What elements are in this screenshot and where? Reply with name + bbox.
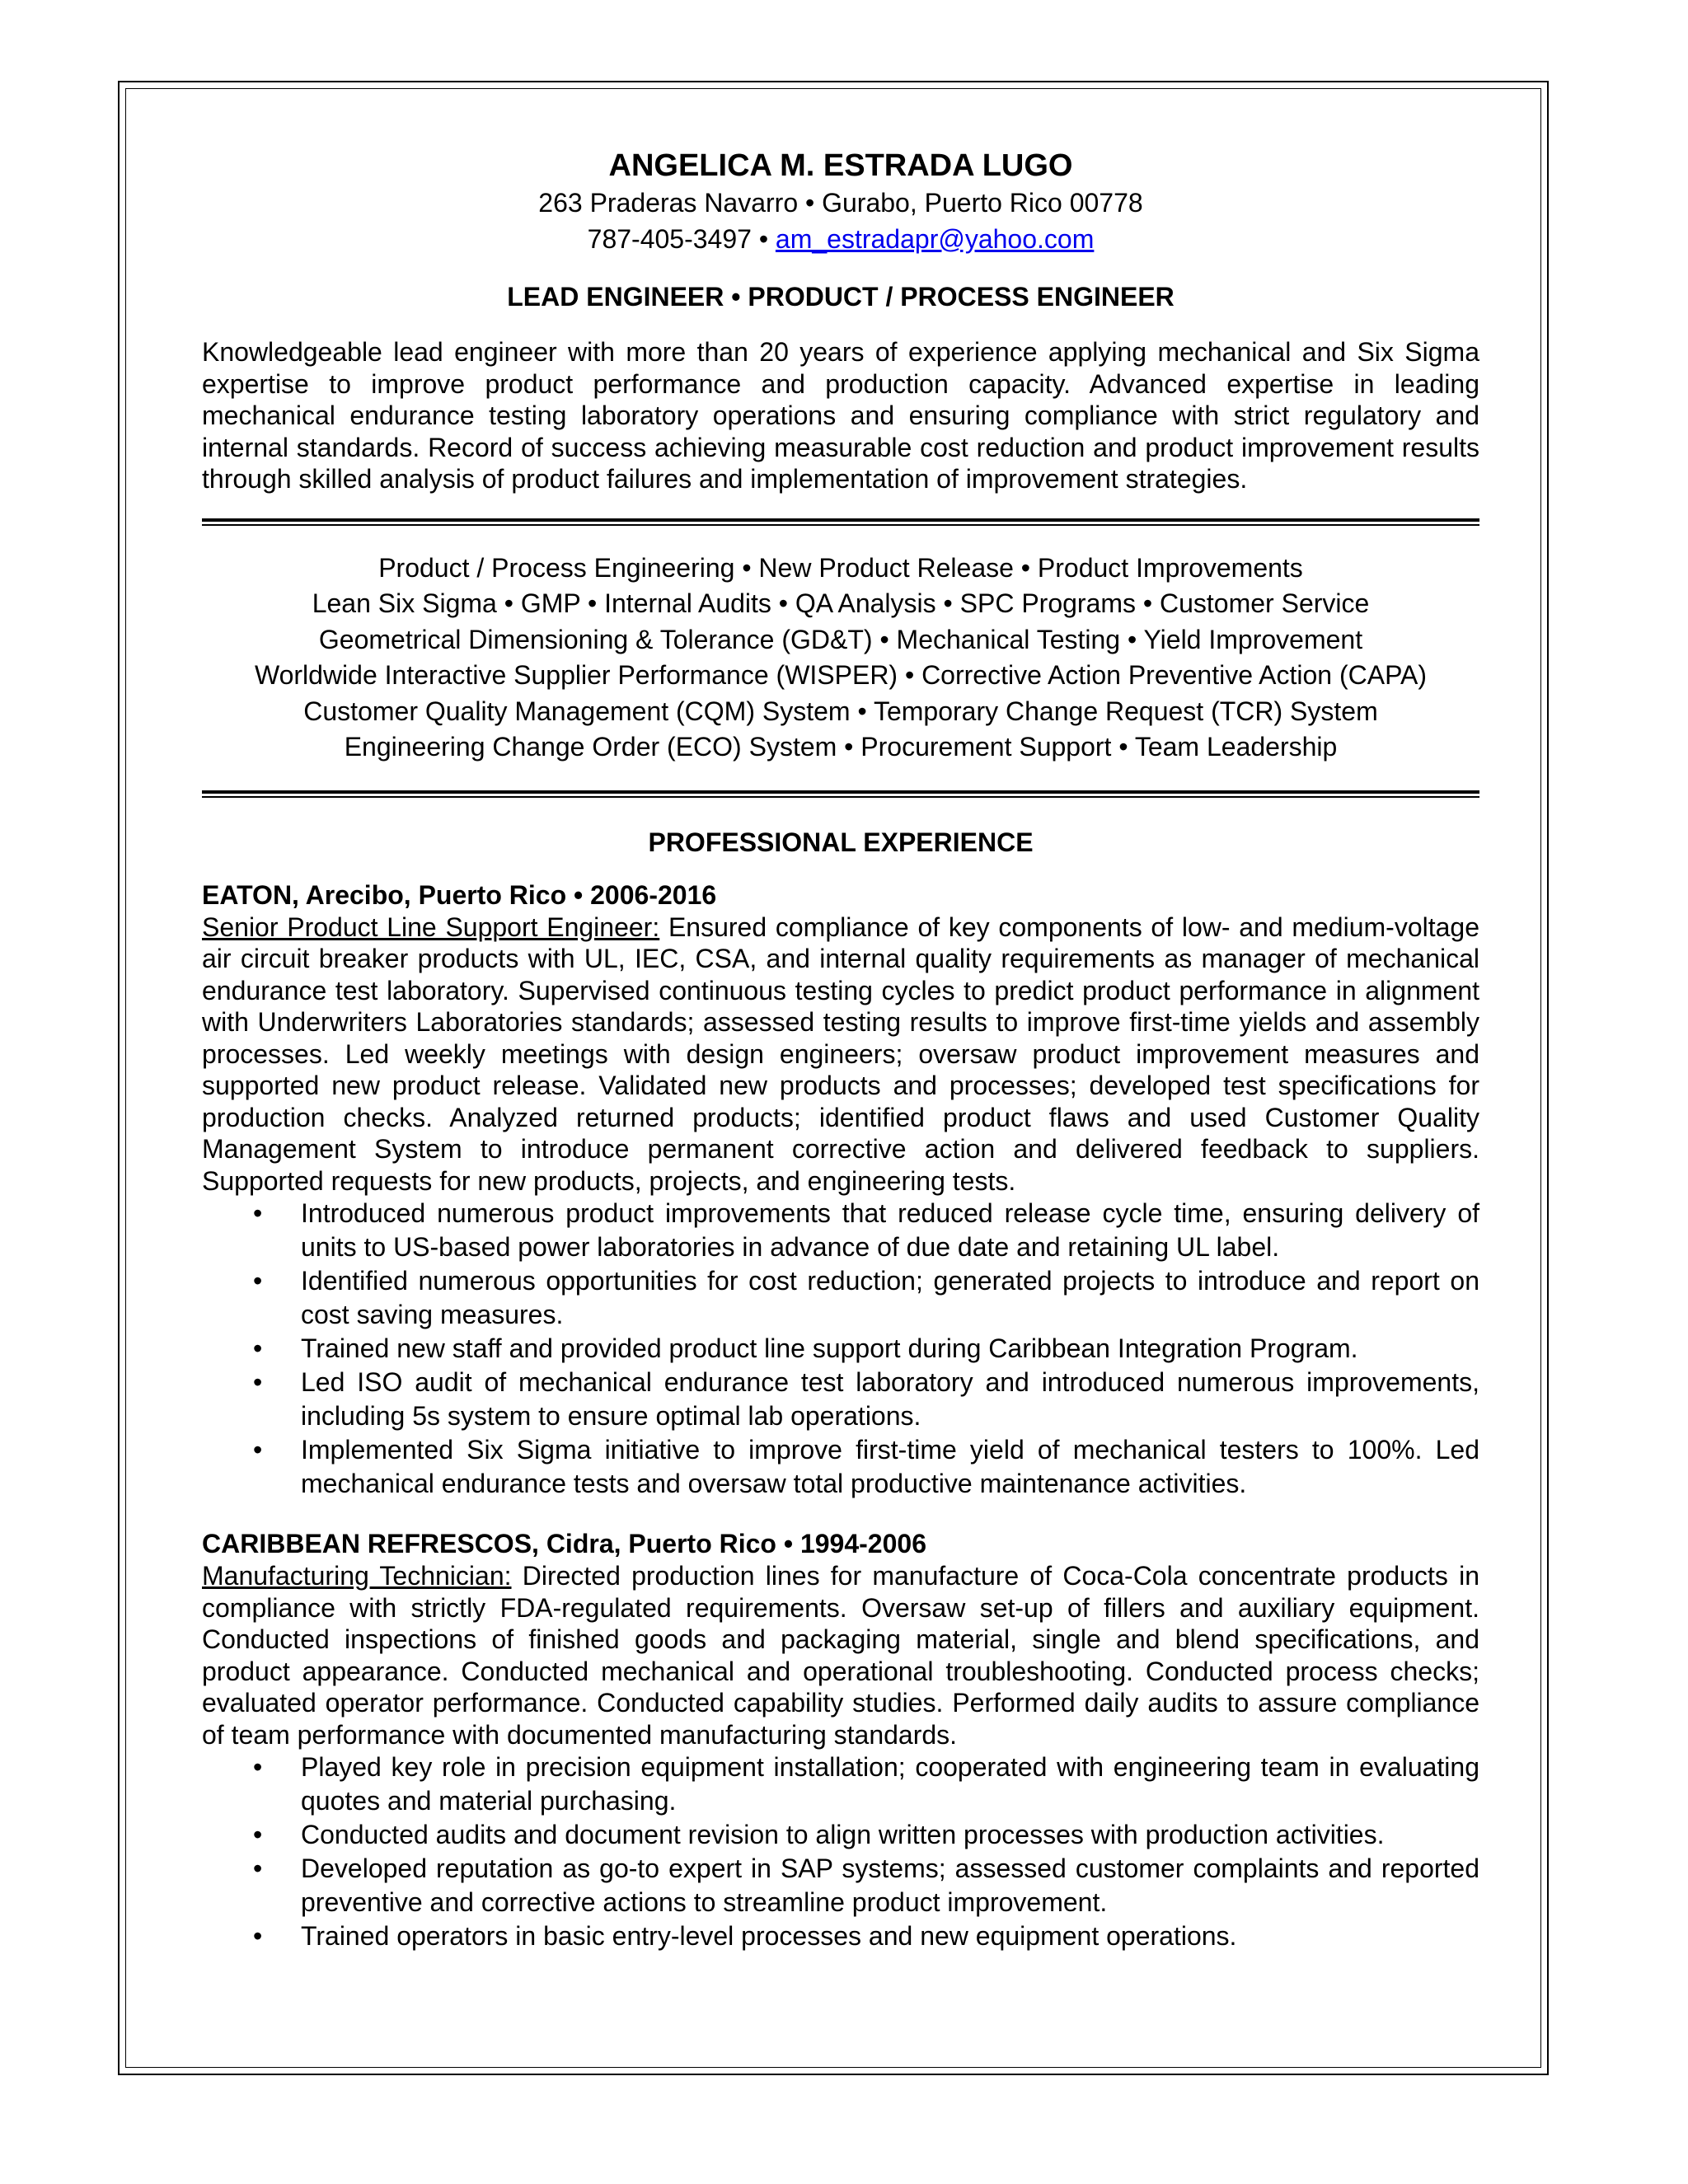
candidate-name: ANGELICA M. ESTRADA LUGO xyxy=(608,148,1073,183)
list-item xyxy=(202,1264,1479,1332)
bullet-icon: • xyxy=(253,1854,263,1883)
contact-line xyxy=(202,221,1479,257)
skills-line: Geometrical Dimensioning & Tolerance (GD&T) • Mechanical Testing • Yield Improvement xyxy=(318,624,1363,654)
bullet-icon: • xyxy=(253,1333,263,1363)
job-bullets xyxy=(202,1197,1479,1501)
skills-line: Customer Quality Management (CQM) System • Temporary Change Request (TCR) System xyxy=(303,696,1378,726)
section-divider xyxy=(202,518,1479,526)
job-role: Senior Product Line Support Engineer: xyxy=(202,912,660,942)
bullet-text: Trained operators in basic entry-level processes and new equipment operations. xyxy=(301,1921,1237,1951)
list-item xyxy=(202,1852,1479,1919)
headline: LEAD ENGINEER • PRODUCT / PROCESS ENGINEER xyxy=(507,282,1175,312)
job-description xyxy=(202,1560,1479,1750)
skills-line: Engineering Change Order (ECO) System • Procurement Support • Team Leadership xyxy=(344,732,1338,762)
job-company: CARIBBEAN REFRESCOS, Cidra, Puerto Rico • 1994-2006 xyxy=(202,1529,926,1558)
list-item xyxy=(202,1332,1479,1366)
email-link[interactable]: am_estradapr@yahoo.com xyxy=(775,224,1095,254)
bullet-icon: • xyxy=(253,1752,263,1782)
list-item xyxy=(202,1919,1479,1953)
list-item xyxy=(202,1197,1479,1264)
bullet-text: Trained new staff and provided product line support during Caribbean Integration Program. xyxy=(301,1333,1358,1363)
experience-heading: PROFESSIONAL EXPERIENCE xyxy=(648,827,1034,857)
bullet-icon: • xyxy=(253,1367,263,1397)
bullet-text: Implemented Six Sigma initiative to improve first-time yield of mechanical testers to 100%. Led mechanical endurance tests and oversaw total productive maintenance activities. xyxy=(301,1435,1479,1498)
bullet-icon: • xyxy=(253,1435,263,1465)
list-item xyxy=(202,1818,1479,1852)
bullet-icon: • xyxy=(253,1198,263,1228)
bullet-text: Conducted audits and document revision to align written processes with production activities. xyxy=(301,1820,1385,1849)
bullet-icon: • xyxy=(253,1266,263,1296)
bullet-text: Led ISO audit of mechanical endurance test laboratory and introduced numerous improvements, including 5s system to ensure optimal lab operations. xyxy=(301,1367,1479,1431)
address-line: 263 Praderas Navarro • Gurabo, Puerto Rico 00778 xyxy=(538,188,1143,218)
skills-line: Product / Process Engineering • New Product Release • Product Improvements xyxy=(378,552,1303,583)
bullet-text: Played key role in precision equipment installation; cooperated with engineering team in evaluating quotes and material purchasing. xyxy=(301,1752,1479,1816)
list-item xyxy=(202,1433,1479,1501)
job-description-text: Directed production lines for manufacture of Coca-Cola concentrate products in compliance with strictly FDA-regulated requirements. Oversaw set-up of fillers and auxiliary equipment. Conducted inspections of finished goods and packaging material, single and blend specifications, and product appearance. Conducted mechanical and operational troubleshooting. Conducted process checks; evaluated operator performance. Conducted capability studies. Performed daily audits to assure compliance of team performance with documented manufacturing standards. xyxy=(202,1561,1480,1750)
job-description xyxy=(202,912,1479,1197)
summary-paragraph: Knowledgeable lead engineer with more than 20 years of experience applying mechanical and Six Sigma expertise to improve product performance and production capacity. Advanced expertise in leading mechanical endurance testing laboratory operations and ensuring compliance with strict regulatory and internal standards. Record of success achieving measurable cost reduction and product improvement results through skilled analysis of product failures and implementation of improvement strategies. xyxy=(202,337,1479,494)
list-item xyxy=(202,1750,1479,1818)
bullet-text: Developed reputation as go-to expert in SAP systems; assessed customer complaints and reported preventive and corrective actions to streamline product improvement. xyxy=(301,1854,1479,1917)
list-item xyxy=(202,1366,1479,1433)
resume-content xyxy=(202,147,1479,1953)
phone-number: 787-405-3497 • xyxy=(587,224,769,254)
job-description-text: Ensured compliance of key components of low- and medium-voltage air circuit breaker products with UL, IEC, CSA, and internal quality requirements as manager of mechanical endurance test laboratory. Supervised continuous testing cycles to predict product performance in alignment with Underwriters Laboratories standards; assessed testing results to improve first-time yields and assembly processes. Led weekly meetings with design engineers; oversaw product improvement measures and supported new product release. Validated new products and processes; developed test specifications for production checks. Analyzed returned products; identified product flaws and used Customer Quality Management System to introduce permanent corrective action and delivered feedback to suppliers. Supported requests for new products, projects, and engineering tests. xyxy=(202,912,1480,1196)
job-company: EATON, Arecibo, Puerto Rico • 2006-2016 xyxy=(202,879,717,910)
bullet-text: Introduced numerous product improvements that reduced release cycle time, ensuring delivery of units to US-based power laboratories in advance of due date and retaining UL label. xyxy=(301,1198,1479,1262)
job-role: Manufacturing Technician: xyxy=(202,1561,512,1591)
skills-line: Worldwide Interactive Supplier Performance (WISPER) • Corrective Action Preventive Action (CAPA) xyxy=(254,660,1428,690)
skills-block xyxy=(202,551,1479,766)
skills-line: Lean Six Sigma • GMP • Internal Audits • QA Analysis • SPC Programs • Customer Service xyxy=(312,588,1370,618)
bullet-icon: • xyxy=(253,1820,263,1849)
bullet-icon: • xyxy=(253,1921,263,1951)
bullet-text: Identified numerous opportunities for cost reduction; generated projects to introduce and report on cost saving measures. xyxy=(301,1266,1479,1329)
section-divider xyxy=(202,790,1479,798)
job-bullets xyxy=(202,1750,1479,1953)
